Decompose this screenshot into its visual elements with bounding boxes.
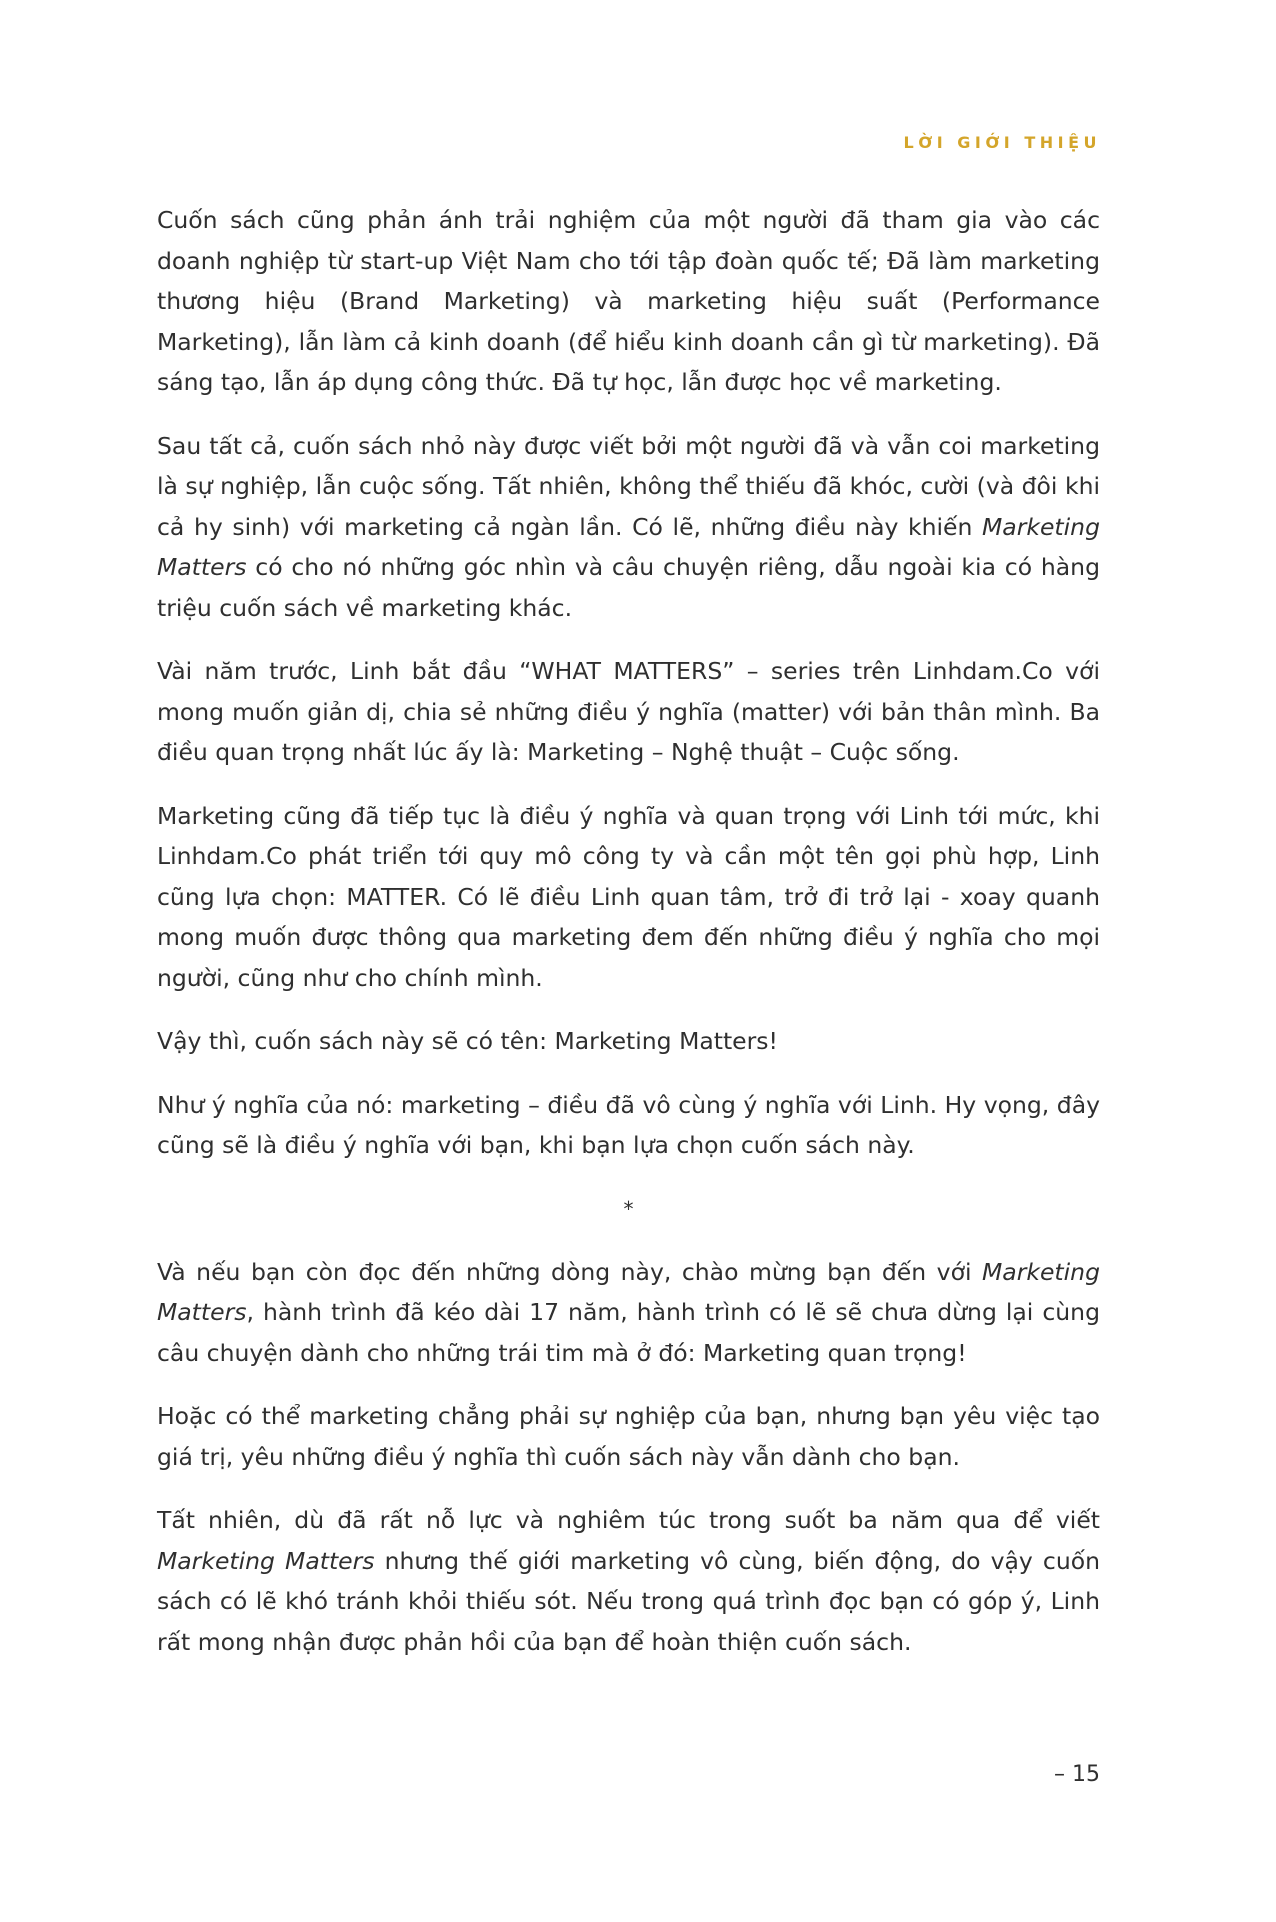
running-head-title: LỜI GIỚI THIỆU [903,133,1101,152]
paragraph-6: Như ý nghĩa của nó: marketing – điều đã vô cùng ý nghĩa với Linh. Hy vọng, đây cũng sẽ là điều ý nghĩa với bạn, khi bạn lựa chọn cuốn sách này. [157,1090,1100,1159]
paragraph-2 [157,426,1100,629]
paragraph-2-text-b: có cho nó những góc nhìn và câu chuyện riêng, dẫu ngoài kia có hàng triệu cuốn sách về marketing khác. [157,553,1100,622]
paragraph-7-text-a: Và nếu bạn còn đọc đến những dòng này, chào mừng bạn đến với [157,1257,983,1286]
paragraph-1: Cuốn sách cũng phản ánh trải nghiệm của một người đã tham gia vào các doanh nghiệp từ start-up Việt Nam cho tới tập đoàn quốc tế; Đã làm marketing thương hiệu (Brand Marketing) và marketing hiệu suất (Performance Marketing), lẫn làm cả kinh doanh (để hiểu kinh doanh cần gì từ marketing). Đã sáng tạo, lẫn áp dụng công thức. Đã tự học, lẫn được học về marketing. [157,206,1100,396]
page-number: – 15 [1054,1762,1100,1787]
paragraph-3: Vài năm trước, Linh bắt đầu “WHAT MATTERS” – series trên Linhdam.Co với mong muốn giản dị, chia sẻ những điều ý nghĩa (matter) với bản thân mình. Ba điều quan trọng nhất lúc ấy là: Marketing – Nghệ thuật – Cuộc sống. [157,657,1100,766]
paragraph-7-text-b: , hành trình đã kéo dài 17 năm, hành trình có lẽ sẽ chưa dừng lại cùng câu chuyện dành cho những trái tim mà ở đó: Marketing quan trọng! [157,1298,1100,1367]
paragraph-8: Hoặc có thể marketing chẳng phải sự nghiệp của bạn, nhưng bạn yêu việc tạo giá trị, yêu những điều ý nghĩa thì cuốn sách này vẫn dành cho bạn. [157,1402,1100,1471]
book-title-italic: Marketing Matters [157,1546,375,1575]
section-separator: * [623,1196,634,1221]
paragraph-2-text-a: Sau tất cả, cuốn sách nhỏ này được viết bởi một người đã và vẫn coi marketing là sự nghiệp, lẫn cuộc sống. Tất nhiên, không thể thiếu đã khóc, cười (và đôi khi cả hy sinh) với marketing cả ngàn lần. Có lẽ, những điều này khiến [157,431,1100,541]
paragraph-4: Marketing cũng đã tiếp tục là điều ý nghĩa và quan trọng với Linh tới mức, khi Linhdam.Co phát triển tới quy mô công ty và cần một tên gọi phù hợp, Linh cũng lựa chọn: MATTER. Có lẽ điều Linh quan tâm, trở đi trở lại - xoay quanh mong muốn được thông qua marketing đem đến những điều ý nghĩa cho mọi người, cũng như cho chính mình. [157,801,1100,992]
paragraph-7 [157,1252,1100,1374]
paragraph-5: Vậy thì, cuốn sách này sẽ có tên: Marketing Matters! [157,1027,778,1055]
paragraph-9-text-b: nhưng thế giới marketing vô cùng, biến động, do vậy cuốn sách có lẽ khó tránh khỏi thiếu sót. Nếu trong quá trình đọc bạn có góp ý, Linh rất mong nhận được phản hồi của bạn để hoàn thiện cuốn sách. [157,1546,1100,1656]
book-title-italic: Marketing Matters [157,512,1100,581]
paragraph-9-text-a: Tất nhiên, dù đã rất nỗ lực và nghiêm túc trong suốt ba năm qua để viết [157,1506,1100,1534]
paragraph-9 [157,1500,1100,1662]
book-title-italic: Marketing Matters [157,1257,1100,1326]
body-text [157,200,1100,1685]
